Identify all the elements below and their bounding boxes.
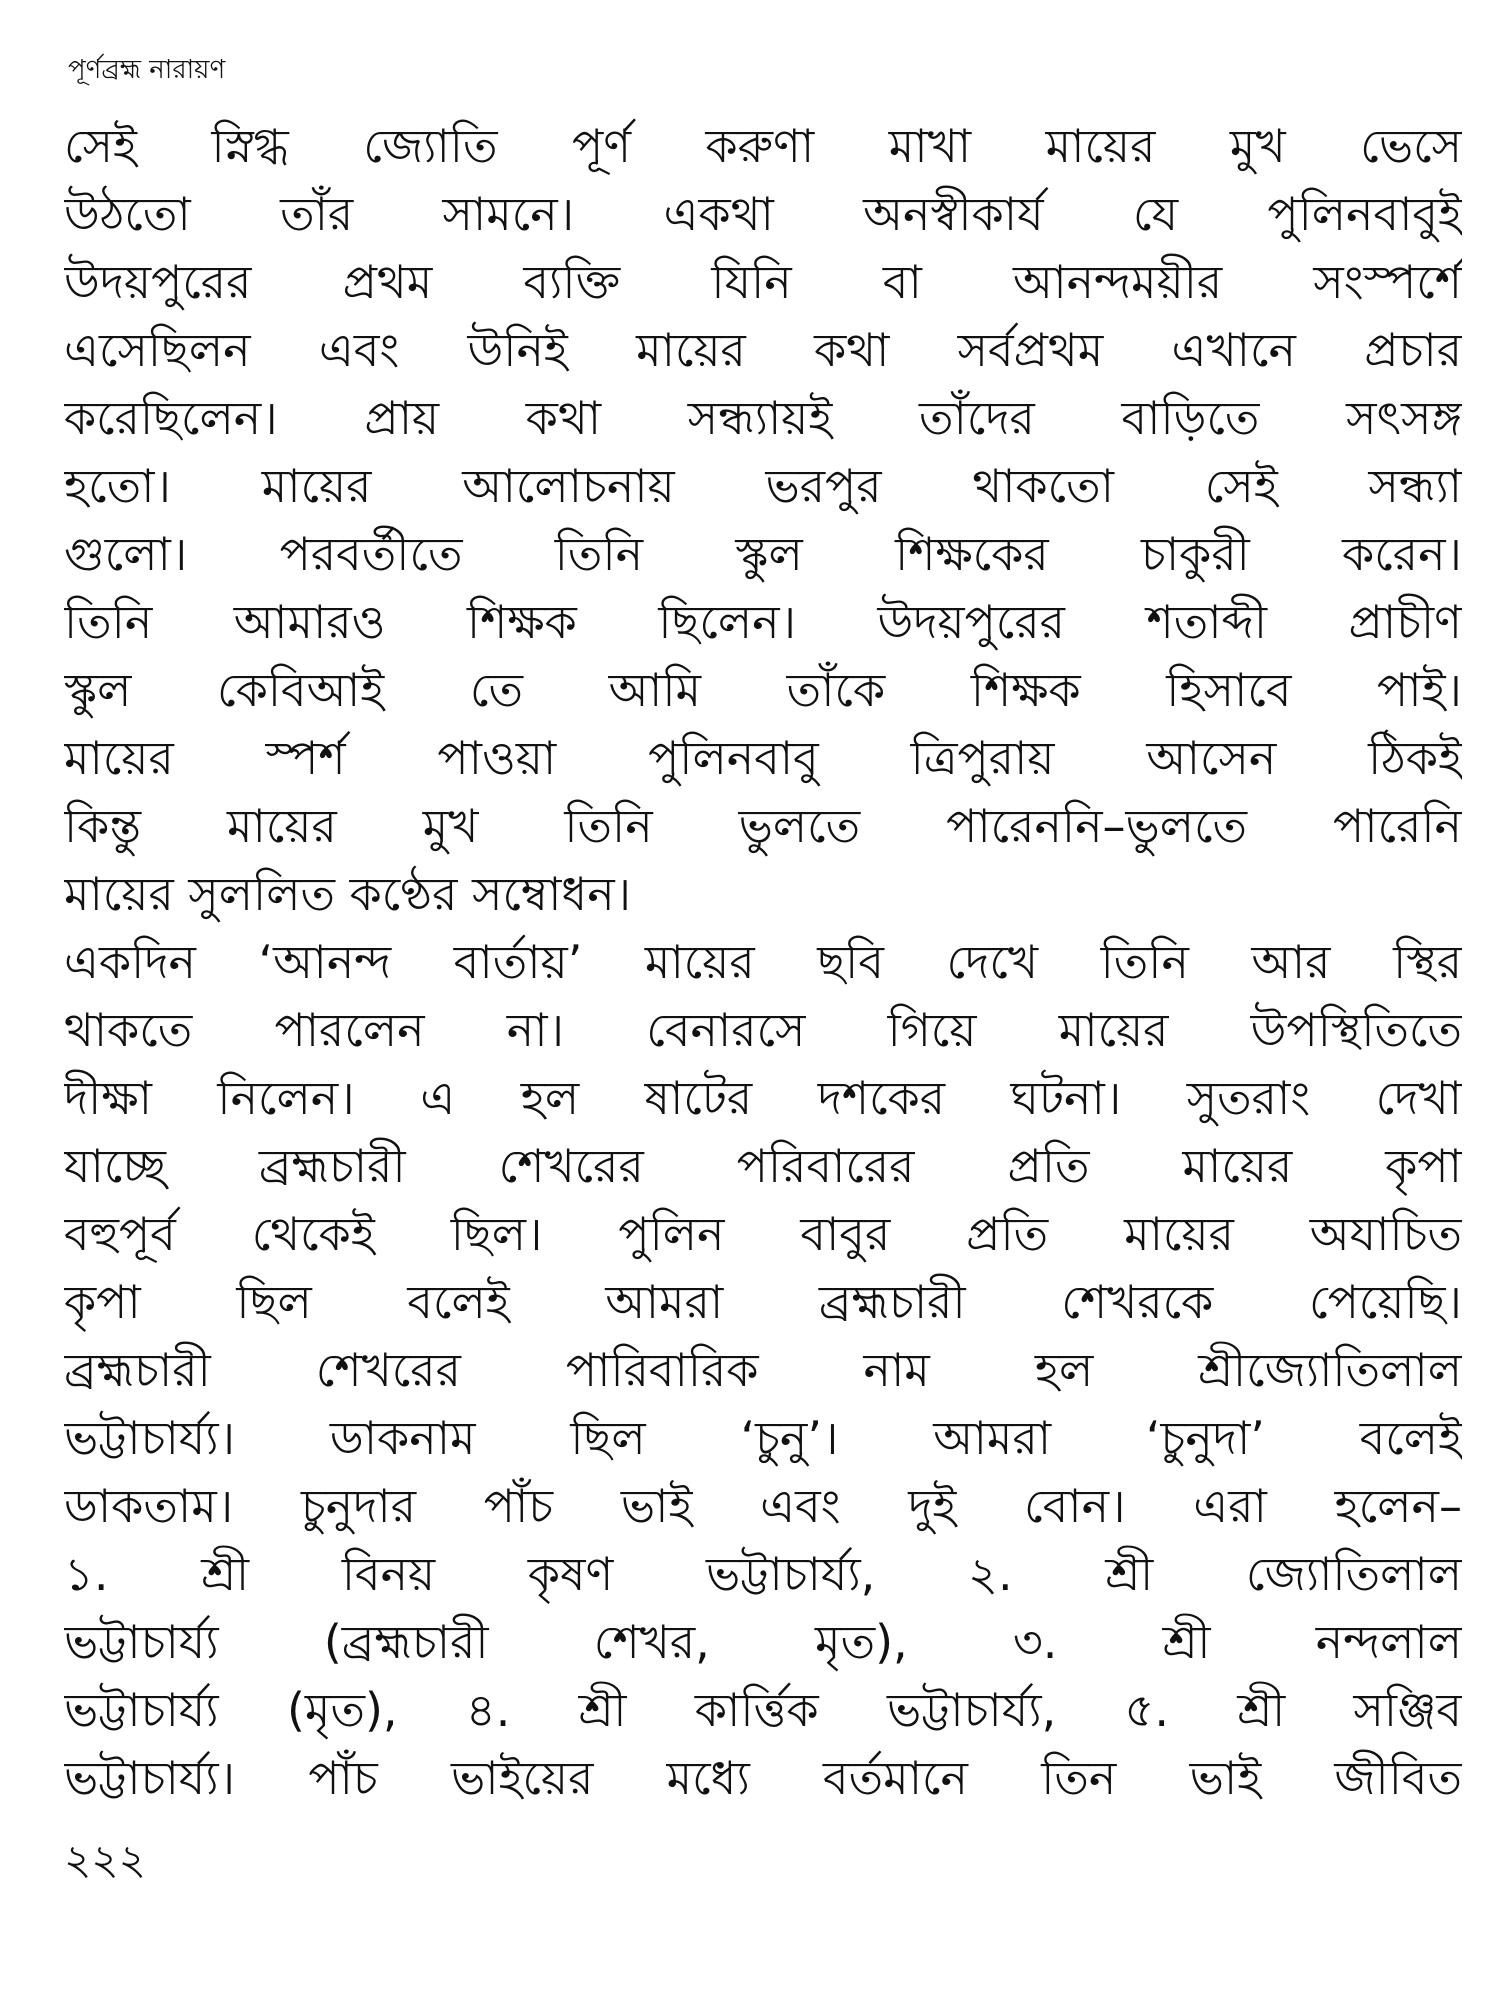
text-line: ১. শ্রী বিনয় কৃষণ ভট্টাচার্য্য, ২. শ্রী জ্যোতিলাল xyxy=(64,1547,1462,1601)
text-line: ভট্টাচার্য্য। পাঁচ ভাইয়ের মধ্যে বর্তমানে তিন ভাই জীবিত xyxy=(64,1751,1462,1805)
text-line: এসেছিলন এবং উনিই মায়ের কথা সর্বপ্রথম এখানে প্রচার xyxy=(64,323,1462,377)
text-line: ভট্টাচার্য্য (ব্রহ্মচারী শেখর, মৃত), ৩. শ্রী নন্দলাল xyxy=(64,1615,1462,1669)
text-line: একদিন ‘আনন্দ বার্তায়’ মায়ের ছবি দেখে তিনি আর স্থির xyxy=(64,935,1462,989)
text-line: বহুপূর্ব থেকেই ছিল। পুলিন বাবুর প্রতি মায়ের অযাচিত xyxy=(64,1207,1462,1261)
text-line: হতো। মায়ের আলোচনায় ভরপুর থাকতো সেই সন্ধ্যা xyxy=(64,459,1462,513)
text-line: যাচ্ছে ব্রহ্মচারী শেখরের পরিবারের প্রতি মায়ের কৃপা xyxy=(64,1139,1462,1193)
text-line: গুলো। পরবর্তীতে তিনি স্কুল শিক্ষকের চাকুরী করেন। xyxy=(64,527,1462,581)
text-line: তিনি আমারও শিক্ষক ছিলেন। উদয়পুরের শতাব্দী প্রাচীণ xyxy=(64,595,1462,649)
text-line: সেই স্নিগ্ধ জ্যোতি পূর্ণ করুণা মাখা মায়ের মুখ ভেসে xyxy=(64,119,1462,173)
text-line: থাকতে পারলেন না। বেনারসে গিয়ে মায়ের উপস্থিতিতে xyxy=(64,1003,1462,1057)
running-head: পূর্ণব্রহ্ম নারায়ণ xyxy=(68,55,226,85)
text-line: উঠতো তাঁর সামনে। একথা অনস্বীকার্য যে পুলিনবাবুই xyxy=(64,187,1462,241)
text-line: ভট্টাচার্য্য। ডাকনাম ছিল ‘চুনু’। আমরা ‘চুনুদা’ বলেই xyxy=(64,1411,1462,1465)
text-line: উদয়পুরের প্রথম ব্যক্তি যিনি বা আনন্দময়ীর সংস্পর্শে xyxy=(64,255,1462,309)
paragraph-end-line: মায়ের সুললিত কণ্ঠের সম্বোধন। xyxy=(64,867,632,921)
text-line: ব্রহ্মচারী শেখরের পারিবারিক নাম হল শ্রীজ্যোতিলাল xyxy=(64,1343,1462,1397)
text-line: দীক্ষা নিলেন। এ হল ষাটের দশকের ঘটনা। সুতরাং দেখা xyxy=(64,1071,1462,1125)
text-line: কিন্তু মায়ের মুখ তিনি ভুলতে পারেননি–ভুলতে পারেনি xyxy=(64,799,1462,853)
text-line: কৃপা ছিল বলেই আমরা ব্রহ্মচারী শেখরকে পেয়েছি। xyxy=(64,1275,1462,1329)
text-line: মায়ের স্পর্শ পাওয়া পুলিনবাবু ত্রিপুরায় আসেন ঠিকই xyxy=(64,731,1462,785)
page-number: ২২২ xyxy=(64,1835,146,1884)
text-line: স্কুল কেবিআই তে আমি তাঁকে শিক্ষক হিসাবে পাই। xyxy=(64,663,1462,717)
body-text xyxy=(64,112,1462,1812)
text-line: করেছিলেন। প্রায় কথা সন্ধ্যায়ই তাঁদের বাড়িতে সৎসঙ্গ xyxy=(64,391,1462,445)
text-line: ডাকতাম। চুনুদার পাঁচ ভাই এবং দুই বোন। এরা হলেন– xyxy=(64,1479,1462,1533)
text-line: ভট্টাচার্য্য (মৃত), ৪. শ্রী কার্ত্তিক ভট্টাচার্য্য, ৫. শ্রী সঞ্জিব xyxy=(64,1683,1462,1737)
